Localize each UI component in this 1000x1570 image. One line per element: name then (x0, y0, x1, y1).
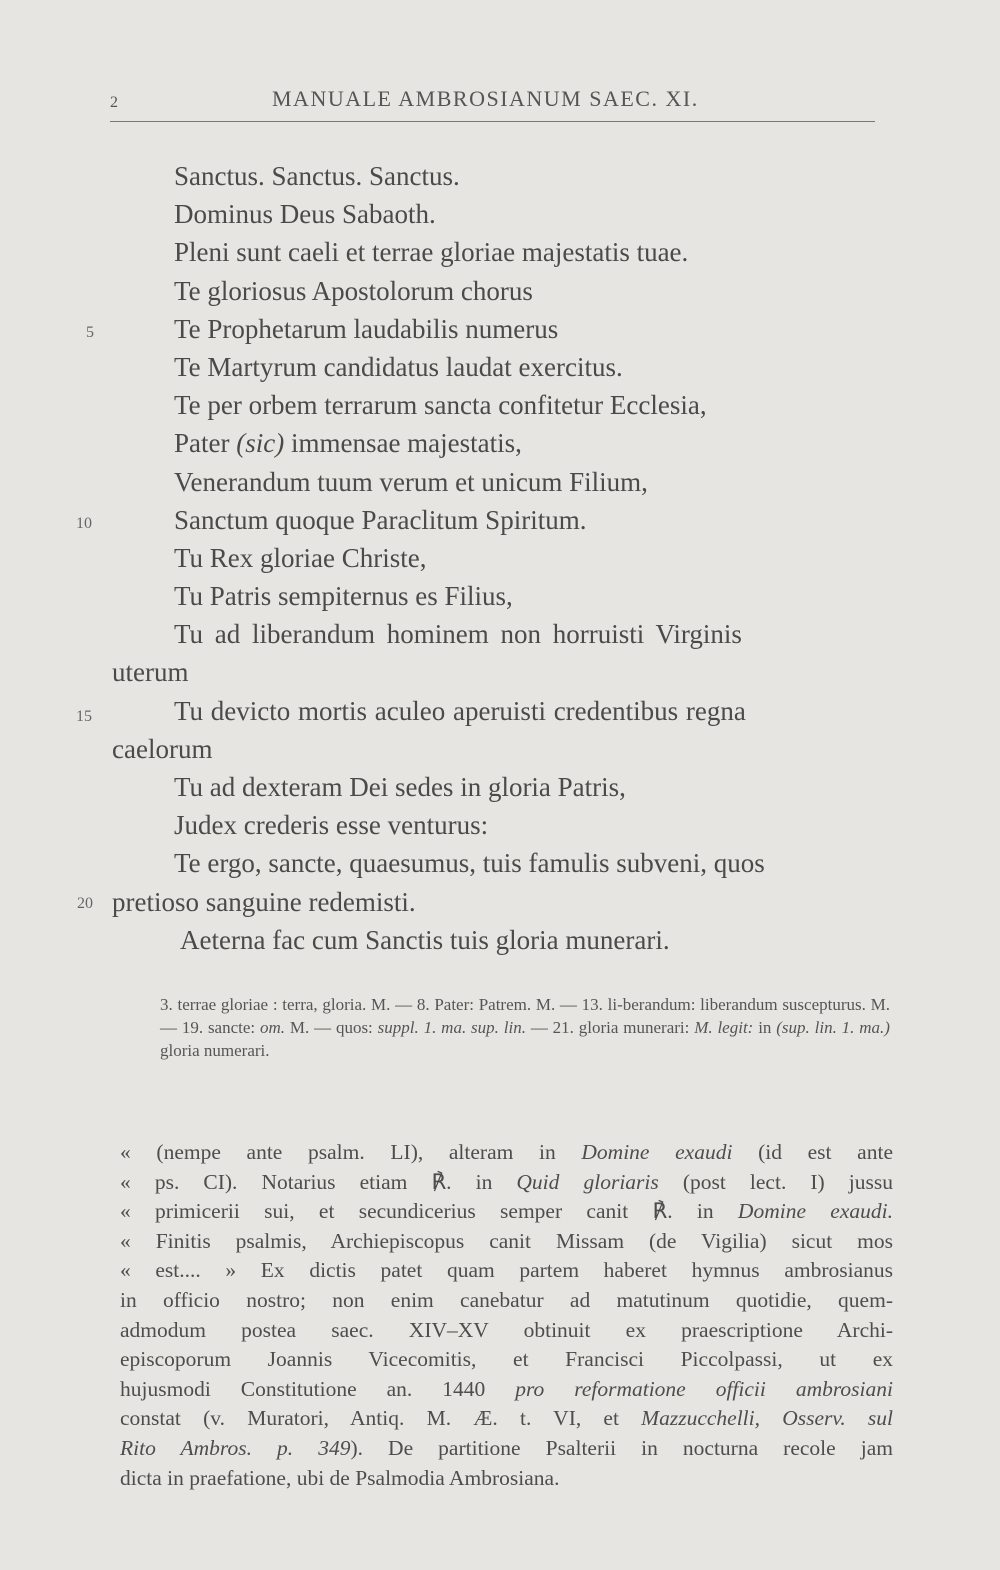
prose-text: (post lect. I) jussu (658, 1169, 893, 1194)
prose-text: admodum postea saec. XIV–XV obtinuit ex praescriptione Archi- (120, 1317, 893, 1342)
prose-italic: Domine exaudi (581, 1140, 733, 1164)
hymn-line (0, 463, 1000, 501)
hymn-line (0, 730, 1000, 768)
prose-text: « ps. CI). Notarius etiam ℟. in (120, 1169, 517, 1194)
prose-text: episcoporum Joannis Vicecomitis, et Francisci Piccolpassi, ut ex (120, 1347, 893, 1372)
hymn-line (0, 692, 1000, 730)
critical-apparatus (160, 993, 890, 1063)
hymn-line (0, 195, 1000, 233)
hymn-line-text: Sanctum quoque Paraclitum Spiritum. (174, 504, 587, 535)
prose-line (120, 1404, 893, 1434)
hymn-line-text: Venerandum tuum verum et unicum Filium, (174, 466, 648, 497)
header-rule (110, 121, 875, 122)
hymn-line (0, 615, 1000, 653)
prose-text: « est.... » Ex dictis patet quam partem haberet hymnus ambrosianus (120, 1258, 893, 1283)
hymn-line-text: Dominus Deus Sabaoth. (174, 199, 436, 230)
prose-italic: Domine exaudi. (737, 1199, 893, 1224)
hymn-line-text: Te gloriosus Apostolorum chorus (174, 275, 533, 306)
note-text: 3. terrae gloriae : terra, gloria. M. — 8. Pater: Patrem. M. — 13. li-berandum: liberandum suscepturus. M. — 19. sancte: (160, 995, 890, 1038)
hymn-line-part: immensae majestatis, (284, 428, 522, 459)
hymn-line (0, 348, 1000, 386)
note-text: in (753, 1018, 777, 1038)
prose-line (120, 1375, 893, 1405)
hymn-line-text: Tu Patris sempiternus es Filius, (174, 581, 513, 612)
hymn-line-text: Tu devicto mortis aculeo aperuisti credentibus regna (174, 695, 746, 726)
hymn-line-text: Tu Rex gloriae Christe, (174, 542, 427, 573)
hymn-line (0, 386, 1000, 424)
hymn-line (0, 653, 1000, 691)
note-italic: M. legit: (694, 1018, 754, 1038)
hymn-line-text: Te Martyrum candidatus laudat exercitus. (174, 351, 623, 382)
prose-line (120, 1168, 893, 1198)
page-header (0, 86, 1000, 116)
prose-line (120, 1464, 893, 1494)
prose-text: dicta in praefatione, ubi de Psalmodia Ambrosiana. (120, 1465, 560, 1490)
prose-italic: pro reformatione officii ambrosiani (515, 1376, 893, 1401)
page-number: 2 (110, 94, 118, 111)
hymn-line-text: Tu ad liberandum hominem non horruisti Virginis (174, 619, 742, 650)
prose-line (120, 1434, 893, 1464)
hymn-line (0, 424, 1000, 462)
hymn-line-part: Pater (174, 428, 237, 459)
hymn-text (0, 157, 1000, 959)
prose-italic: Quid gloriaris (516, 1169, 659, 1194)
note-text: gloria numerari. (160, 1041, 270, 1061)
prose-line (120, 1256, 893, 1286)
prose-text: in officio nostro; non enim canebatur ad matutinum quotidie, quem- (120, 1287, 893, 1312)
prose-line (120, 1197, 893, 1227)
prose-line (120, 1286, 893, 1316)
prose-text: hujusmodi Constitutione an. 1440 (120, 1376, 516, 1401)
hymn-line (0, 272, 1000, 310)
hymn-line-text: Aeterna fac cum Sanctis tuis gloria munerari. (180, 924, 670, 955)
hymn-line-text: Judex crederis esse venturus: (174, 810, 489, 841)
prose-text: (id est ante (732, 1140, 893, 1164)
hymn-line (0, 921, 1000, 959)
hymn-line (0, 501, 1000, 539)
note-text: — 21. gloria munerari: (525, 1018, 695, 1038)
note-italic: suppl. 1. ma. sup. lin. (377, 1018, 526, 1038)
hymn-line (0, 844, 1000, 882)
hymn-line-text: caelorum (112, 733, 213, 764)
commentary-paragraph (120, 1138, 893, 1493)
hymn-line (0, 577, 1000, 615)
line-number: 10 (76, 514, 92, 532)
hymn-line-text: Tu ad dexteram Dei sedes in gloria Patris, (174, 772, 626, 802)
hymn-line (0, 539, 1000, 577)
line-number: 20 (77, 894, 93, 912)
line-number: 5 (86, 323, 94, 341)
prose-line (120, 1316, 893, 1346)
hymn-line-text: Te per orbem terrarum sancta confitetur Ecclesia, (174, 390, 707, 421)
sic-annotation: (sic) (236, 428, 285, 459)
prose-line (120, 1345, 893, 1375)
line-number: 15 (76, 707, 92, 725)
prose-italic: Rito Ambros. p. 349 (120, 1435, 351, 1460)
hymn-line (0, 806, 1000, 844)
running-title: MANUALE AMBROSIANUM SAEC. XI. (272, 86, 699, 111)
hymn-line (0, 157, 1000, 195)
hymn-line (0, 310, 1000, 348)
hymn-line-text: uterum (112, 657, 189, 688)
prose-italic: Mazzucchelli, Osserv. sul (641, 1406, 893, 1431)
hymn-line-text: Te ergo, sancte, quaesumus, tuis famulis subveni, quos (174, 848, 765, 879)
hymn-line (0, 233, 1000, 271)
prose-line (120, 1138, 893, 1168)
hymn-line-text (174, 424, 522, 462)
prose-text: « (nempe ante psalm. LI), alteram in (120, 1140, 582, 1164)
prose-text: « Finitis psalmis, Archiepiscopus canit Missam (de Vigilia) sicut mos (120, 1228, 893, 1253)
prose-text: constat (v. Muratori, Antiq. M. Æ. t. VI, et (120, 1406, 642, 1431)
hymn-line (0, 883, 1000, 921)
prose-line (120, 1227, 893, 1257)
hymn-line-text: pretioso sanguine redemisti. (112, 886, 416, 917)
hymn-line-text: Pleni sunt caeli et terrae gloriae majestatis tuae. (174, 237, 689, 268)
hymn-line-text: Te Prophetarum laudabilis numerus (174, 313, 559, 344)
prose-text: « primicerii sui, et secundicerius semper canit ℟. in (120, 1199, 738, 1224)
hymn-line-text: Sanctus. Sanctus. Sanctus. (174, 161, 460, 191)
note-text: M. — quos: (285, 1018, 378, 1038)
hymn-line (0, 768, 1000, 806)
note-italic: om. (260, 1018, 286, 1038)
note-italic: (sup. lin. 1. ma.) (776, 1018, 890, 1038)
prose-text: ). De partitione Psalterii in nocturna recole jam (350, 1435, 893, 1460)
